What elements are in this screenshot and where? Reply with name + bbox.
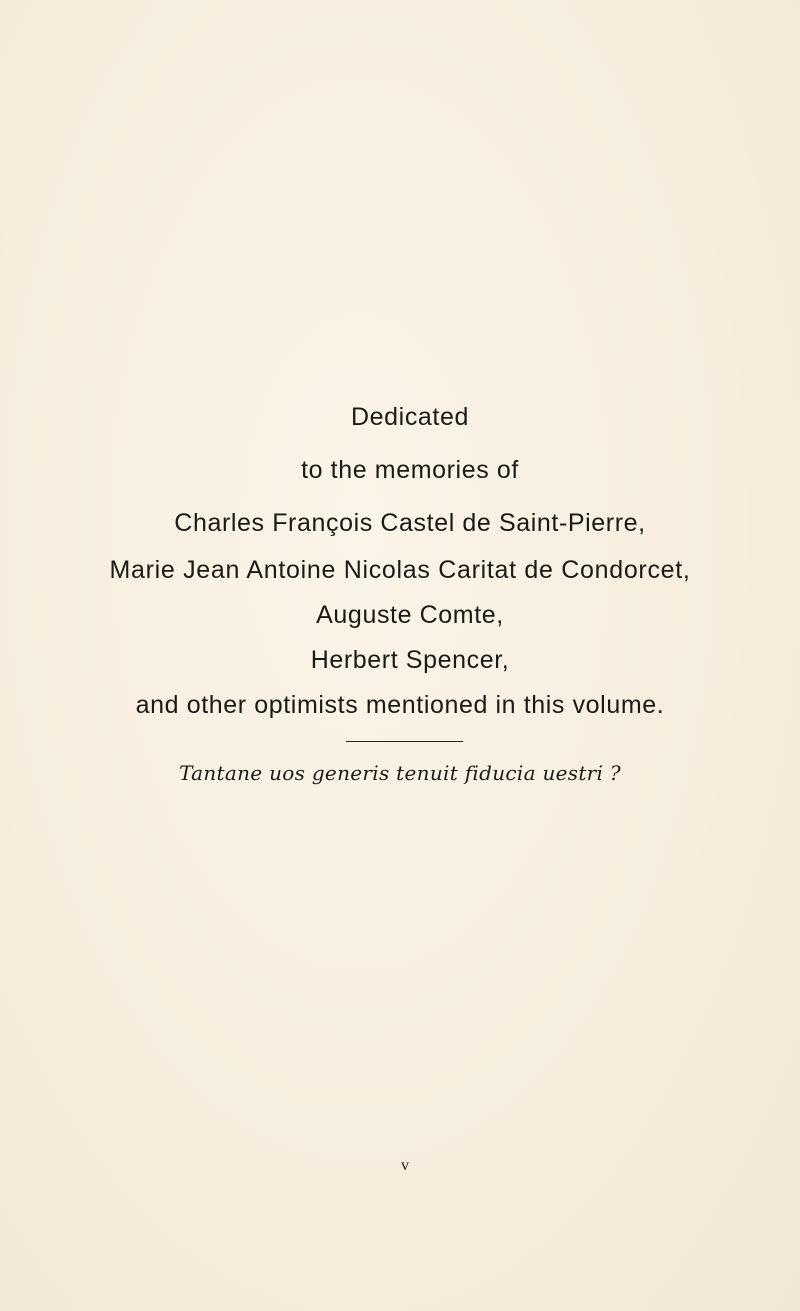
latin-motto: Tantane uos generis tenuit fiducia uestri ? (179, 761, 621, 785)
dedicatee-name: Charles François Castel de Saint-Pierre, (174, 509, 646, 537)
dedication-intro: to the memories of (301, 456, 519, 484)
dedicatee-name: Marie Jean Antoine Nicolas Caritat de Condorcet, (109, 556, 691, 584)
dedication-closing: and other optimists mentioned in this volume. (135, 691, 665, 719)
section-divider (346, 741, 463, 742)
page-number: v (401, 1157, 409, 1174)
dedication-heading: Dedicated (351, 403, 469, 431)
dedicatee-name: Herbert Spencer, (310, 646, 510, 674)
dedicatee-name: Auguste Comte, (316, 601, 504, 629)
